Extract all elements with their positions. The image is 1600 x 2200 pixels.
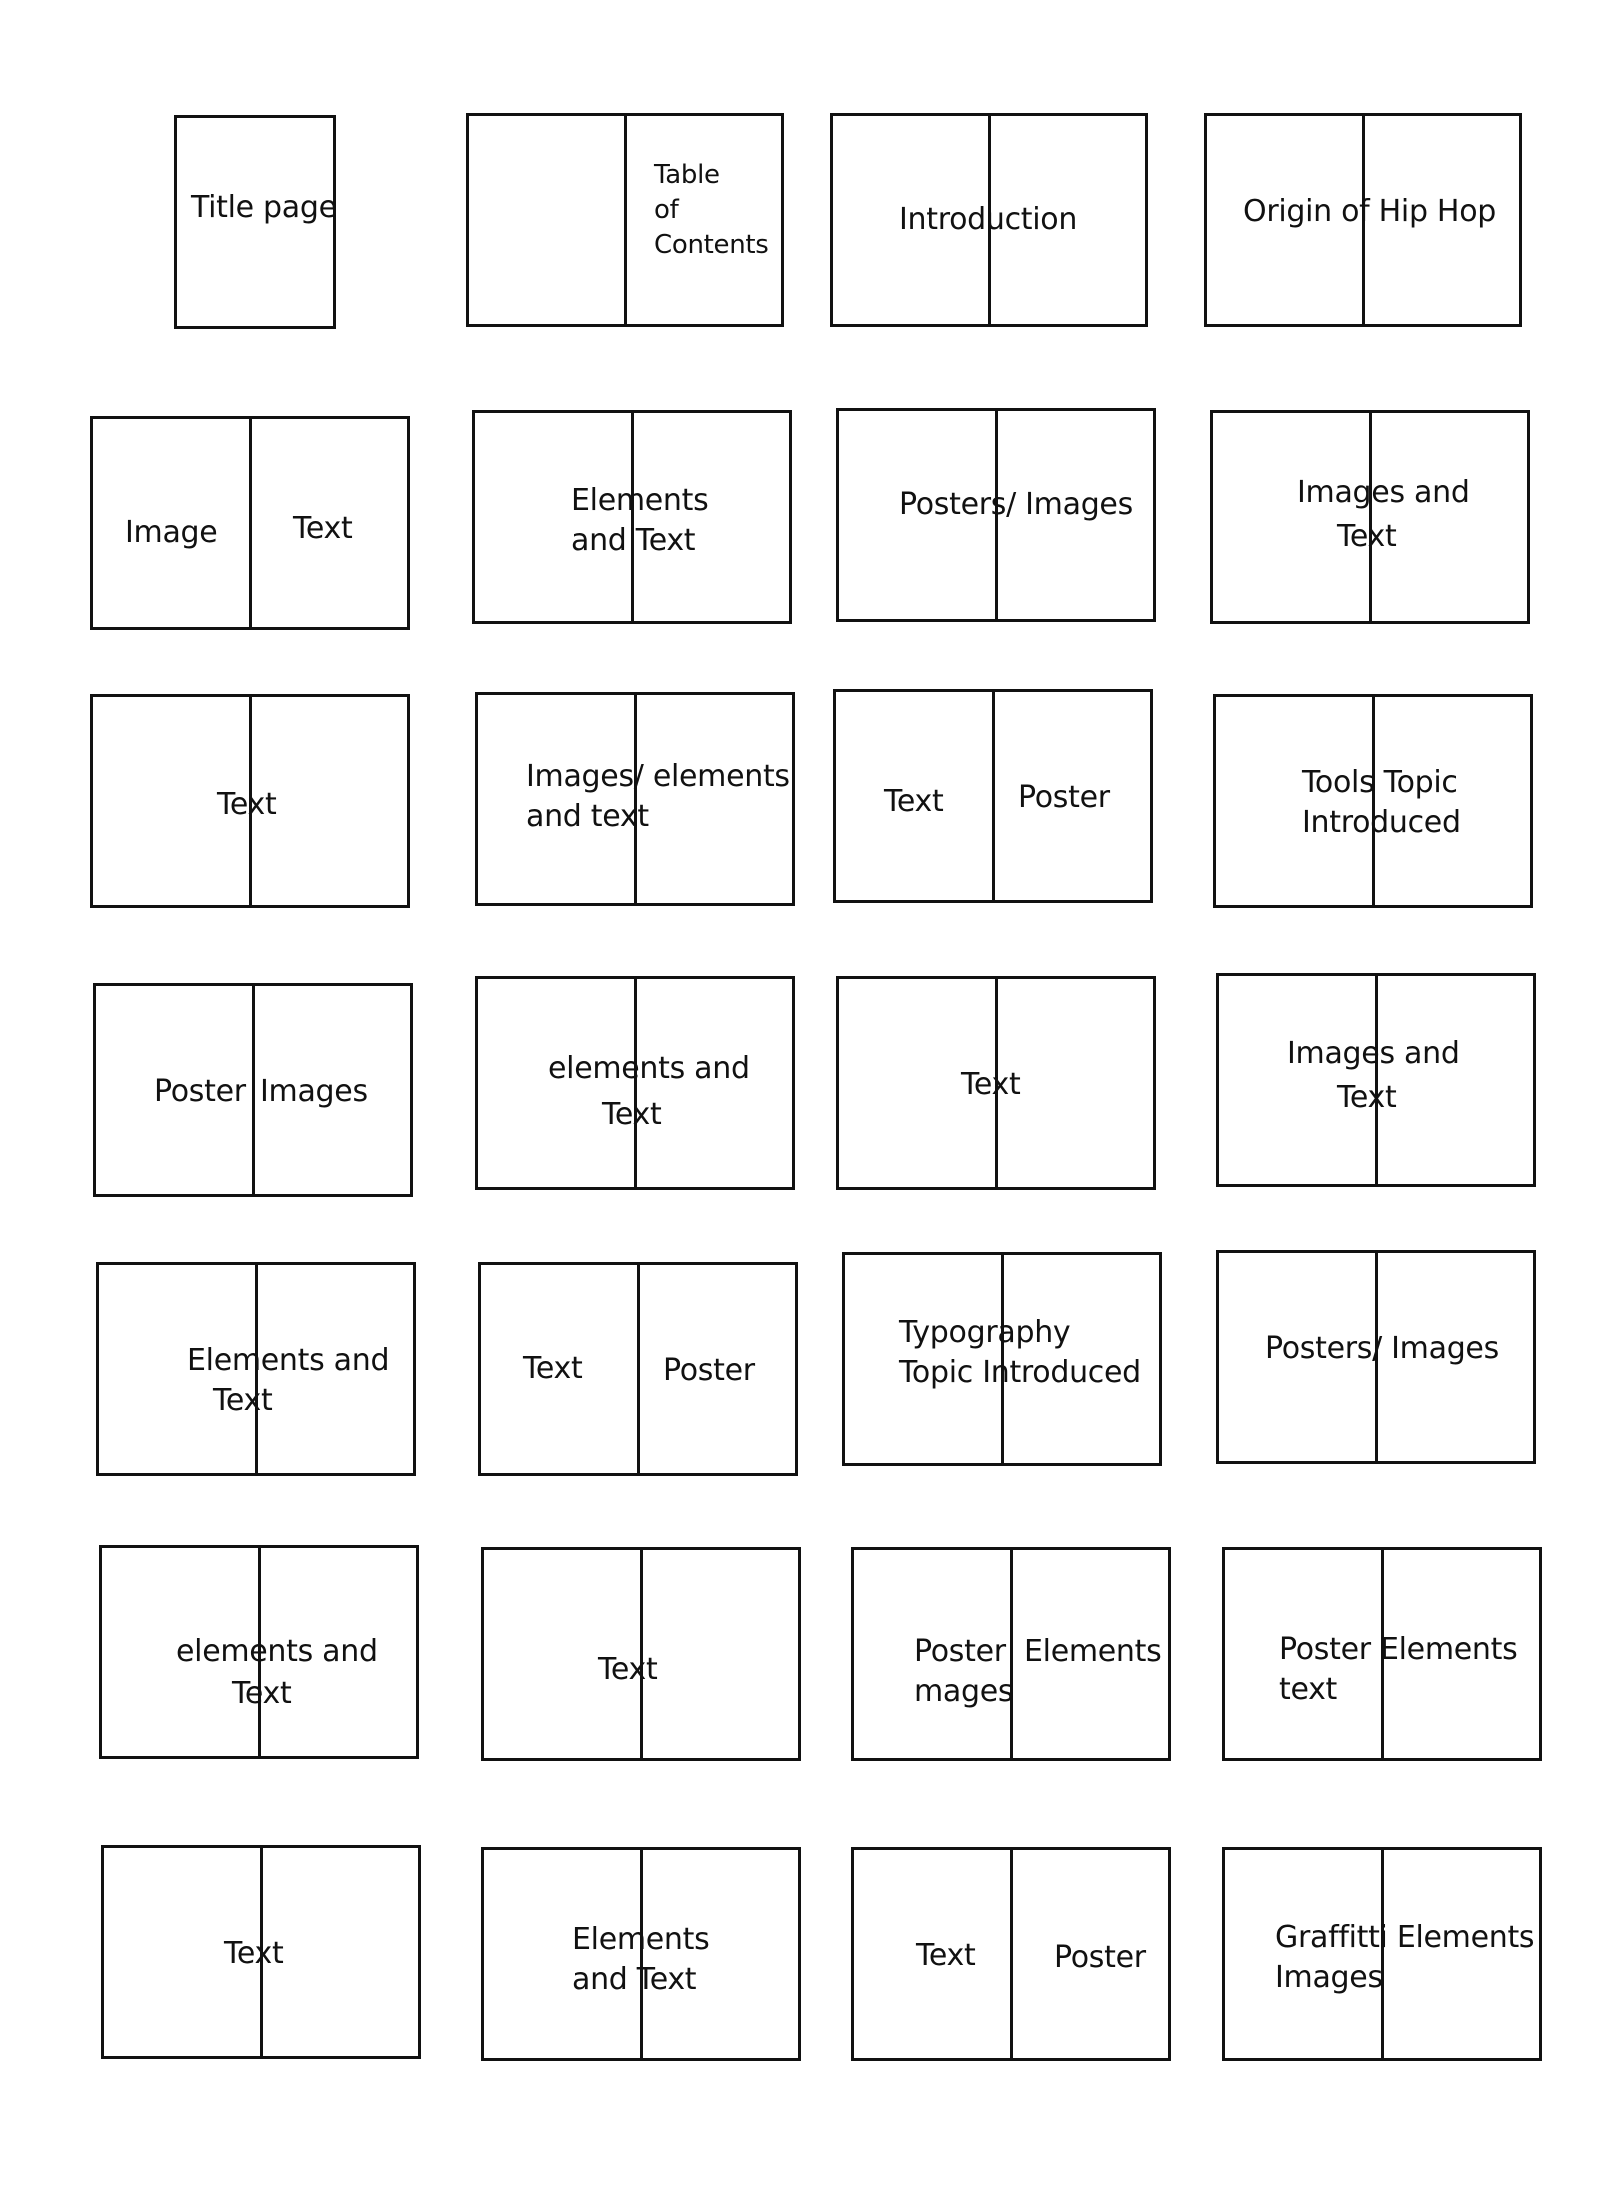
page-label: Text: [1337, 519, 1397, 554]
page-label: Introduced: [1302, 805, 1461, 840]
spread-typography-topic-introduced: [842, 1252, 1162, 1466]
spread-images-and-text: [1210, 410, 1530, 624]
page-label: Text: [217, 787, 277, 822]
page-label: Text: [293, 511, 353, 546]
page-label: Text: [916, 1938, 976, 1973]
spread-poster-images: [93, 983, 413, 1197]
spread-elements-and-text: [481, 1847, 801, 2061]
spread-text: [90, 694, 410, 908]
page-label: Images: [1275, 1960, 1383, 1995]
page-label: Poster: [914, 1634, 1006, 1669]
page-label: Posters/ Images: [1265, 1331, 1499, 1366]
page-label: Topic Introduced: [899, 1355, 1141, 1390]
page-label: text: [1279, 1672, 1338, 1707]
spread-image-text: [90, 416, 410, 630]
spread-divider: [637, 1265, 640, 1473]
spread-table-of-contents: [466, 113, 784, 327]
page-label: Image: [125, 515, 218, 550]
spread-divider: [1010, 1850, 1013, 2058]
spread-images-elements-and-text: [475, 692, 795, 906]
page-title-page: [174, 115, 336, 329]
page-label: Text: [213, 1383, 273, 1418]
page-label: Elements: [572, 1922, 710, 1957]
page-label: Posters/ Images: [899, 487, 1133, 522]
spread-divider: [992, 692, 995, 900]
page-label: elements and: [548, 1051, 750, 1086]
page-label: Table: [654, 160, 720, 190]
page-label: Elements: [571, 483, 709, 518]
spread-introduction: [830, 113, 1148, 327]
spread-divider: [252, 986, 255, 1194]
page-label: Images: [260, 1074, 368, 1109]
page-label: Text: [232, 1676, 292, 1711]
spread-text: [481, 1547, 801, 1761]
spread-divider: [249, 419, 252, 627]
spread-images-and-text: [1216, 973, 1536, 1187]
page-label: Elements: [1024, 1634, 1162, 1669]
page-label: Text: [598, 1652, 658, 1687]
page-label: Text: [884, 784, 944, 819]
spread-text: [101, 1845, 421, 2059]
page-label: Title page: [191, 190, 337, 225]
page-label: Tools Topic: [1302, 765, 1458, 800]
page-label: Text: [523, 1351, 583, 1386]
page-label: Poster: [663, 1353, 755, 1388]
spread-origin-of-hip-hop: [1204, 113, 1522, 327]
spread-text-poster: [833, 689, 1153, 903]
page-label: Images and: [1297, 475, 1470, 510]
page-label: Graffitti Elements: [1275, 1920, 1535, 1955]
page-label: of: [654, 195, 679, 225]
spread-divider: [1010, 1550, 1013, 1758]
page-label: Images/ elements: [526, 759, 790, 794]
spread-posters-images: [836, 408, 1156, 622]
page-label: Introduction: [899, 202, 1078, 237]
spread-text-poster: [851, 1847, 1171, 2061]
page-label: and Text: [571, 523, 696, 558]
page-label: Poster Elements: [1279, 1632, 1518, 1667]
spread-elements-and-text: [96, 1262, 416, 1476]
page-label: Text: [602, 1097, 662, 1132]
spread-text-poster: [478, 1262, 798, 1476]
spread-elements-and-text: [472, 410, 792, 624]
spread-elements-and-text-lower: [99, 1545, 419, 1759]
spread-text: [836, 976, 1156, 1190]
page-label: Poster: [154, 1074, 246, 1109]
page-label: Poster: [1018, 780, 1110, 815]
spread-posters-images: [1216, 1250, 1536, 1464]
spread-divider: [624, 116, 627, 324]
page-label: Origin of Hip Hop: [1243, 194, 1496, 229]
page-label: Text: [961, 1067, 1021, 1102]
page-label: Contents: [654, 230, 769, 260]
page-label: elements and: [176, 1634, 378, 1669]
page-label: Elements and: [187, 1343, 390, 1378]
spread-poster-images-elements: [851, 1547, 1171, 1761]
page-label: and text: [526, 799, 649, 834]
spread-poster-elements-text: [1222, 1547, 1542, 1761]
page-label: Poster: [1054, 1940, 1146, 1975]
page-label: Typography: [899, 1315, 1071, 1350]
page-label: Images and: [1287, 1036, 1460, 1071]
spread-graffitti-elements-images: [1222, 1847, 1542, 2061]
page-label: and Text: [572, 1962, 697, 1997]
page-label: Text: [1337, 1080, 1397, 1115]
page-label: mages: [914, 1674, 1014, 1709]
spread-elements-and-text-lower: [475, 976, 795, 1190]
spread-tools-topic-introduced: [1213, 694, 1533, 908]
page-label: Text: [224, 1936, 284, 1971]
